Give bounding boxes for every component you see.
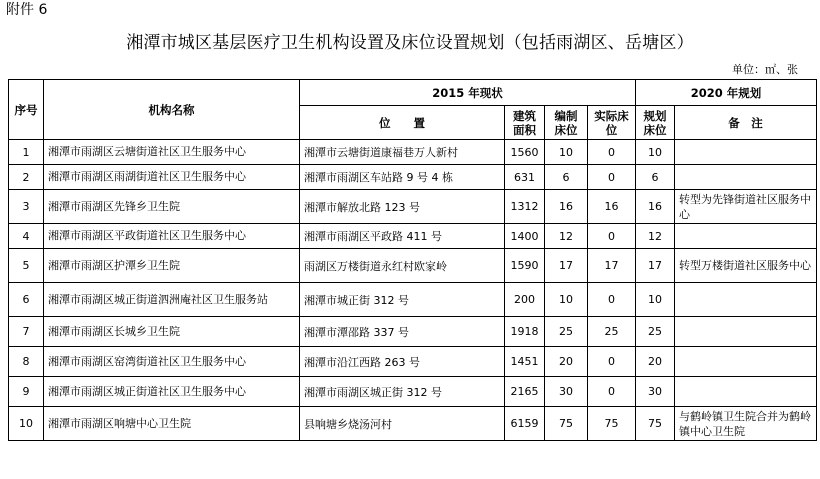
cell-location: 湘潭市解放北路 123 号 [300, 190, 505, 224]
cell-seq: 6 [9, 283, 44, 317]
cell-area: 1590 [505, 249, 545, 283]
cell-area: 2165 [505, 377, 545, 407]
document-title: 湘潭市城区基层医疗卫生机构设置及床位设置规划（包括雨湖区、岳塘区） [126, 33, 694, 53]
cell-seq: 1 [9, 140, 44, 165]
cell-area: 1918 [505, 317, 545, 347]
cell-remark [675, 317, 817, 347]
cell-location: 湘潭市雨湖区车站路 9 号 4 栋 [300, 165, 505, 190]
table-row [9, 165, 817, 190]
cell-remark [675, 283, 817, 317]
cell-name: 湘潭市雨湖区平政街道社区卫生服务中心 [44, 224, 300, 249]
table-row [9, 249, 817, 283]
cell-actual-beds: 0 [588, 224, 636, 249]
cell-name: 湘潭市雨湖区城正街道社区卫生服务中心 [44, 377, 300, 407]
cell-area: 1312 [505, 190, 545, 224]
cell-location: 县响塘乡烧汤河村 [300, 407, 505, 441]
cell-area: 1400 [505, 224, 545, 249]
cell-name: 湘潭市雨湖区护潭乡卫生院 [44, 249, 300, 283]
table-row [9, 190, 817, 224]
cell-name: 湘潭市雨湖区云塘街道社区卫生服务中心 [44, 140, 300, 165]
table-row [9, 140, 817, 165]
cell-area: 1451 [505, 347, 545, 377]
cell-planned-beds: 12 [545, 224, 588, 249]
cell-plan-beds: 17 [636, 249, 675, 283]
cell-seq: 9 [9, 377, 44, 407]
cell-plan-beds: 10 [636, 140, 675, 165]
cell-name: 湘潭市雨湖区响塘中心卫生院 [44, 407, 300, 441]
cell-location: 湘潭市城正街 312 号 [300, 283, 505, 317]
cell-actual-beds: 0 [588, 347, 636, 377]
cell-name: 湘潭市雨湖区窑湾街道社区卫生服务中心 [44, 347, 300, 377]
cell-remark: 转型万楼街道社区服务中心 [675, 249, 817, 283]
header-plan-2020: 2020 年规划 [636, 80, 817, 106]
cell-actual-beds: 17 [588, 249, 636, 283]
cell-plan-beds: 16 [636, 190, 675, 224]
cell-remark [675, 377, 817, 407]
cell-area: 200 [505, 283, 545, 317]
cell-location: 雨湖区万楼街道永红村欧家岭 [300, 249, 505, 283]
header-seq: 序号 [9, 80, 44, 140]
cell-planned-beds: 30 [545, 377, 588, 407]
cell-planned-beds: 17 [545, 249, 588, 283]
cell-name: 湘潭市雨湖区长城乡卫生院 [44, 317, 300, 347]
cell-actual-beds: 75 [588, 407, 636, 441]
cell-remark: 与鹤岭镇卫生院合并为鹤岭镇中心卫生院 [675, 407, 817, 441]
cell-planned-beds: 20 [545, 347, 588, 377]
header-area: 建筑面积 [505, 106, 545, 140]
cell-planned-beds: 10 [545, 140, 588, 165]
cell-actual-beds: 25 [588, 317, 636, 347]
cell-actual-beds: 16 [588, 190, 636, 224]
unit-label: 单位：㎡、张 [732, 63, 798, 76]
facility-table [8, 79, 817, 441]
cell-seq: 5 [9, 249, 44, 283]
cell-name: 湘潭市雨湖区雨湖街道社区卫生服务中心 [44, 165, 300, 190]
cell-plan-beds: 30 [636, 377, 675, 407]
table-row [9, 407, 817, 441]
header-name: 机构名称 [44, 80, 300, 140]
table-row [9, 283, 817, 317]
cell-plan-beds: 25 [636, 317, 675, 347]
cell-planned-beds: 6 [545, 165, 588, 190]
cell-seq: 3 [9, 190, 44, 224]
cell-planned-beds: 10 [545, 283, 588, 317]
table-row [9, 377, 817, 407]
cell-seq: 2 [9, 165, 44, 190]
cell-area: 6159 [505, 407, 545, 441]
cell-area: 631 [505, 165, 545, 190]
header-remark: 备 注 [675, 106, 817, 140]
table-row [9, 347, 817, 377]
cell-name: 湘潭市雨湖区城正街道泗洲庵社区卫生服务站 [44, 283, 300, 317]
cell-actual-beds: 0 [588, 377, 636, 407]
attachment-label: 附件 6 [6, 2, 48, 18]
header-planned-beds: 编制床位 [545, 106, 588, 140]
cell-seq: 7 [9, 317, 44, 347]
cell-remark [675, 140, 817, 165]
cell-plan-beds: 6 [636, 165, 675, 190]
cell-area: 1560 [505, 140, 545, 165]
cell-remark [675, 347, 817, 377]
cell-name: 湘潭市雨湖区先锋乡卫生院 [44, 190, 300, 224]
cell-location: 湘潭市雨湖区城正街 312 号 [300, 377, 505, 407]
cell-plan-beds: 12 [636, 224, 675, 249]
cell-location: 湘潭市雨湖区平政路 411 号 [300, 224, 505, 249]
cell-planned-beds: 16 [545, 190, 588, 224]
cell-seq: 4 [9, 224, 44, 249]
table-row [9, 317, 817, 347]
cell-actual-beds: 0 [588, 165, 636, 190]
header-actual-beds: 实际床位 [588, 106, 636, 140]
cell-planned-beds: 25 [545, 317, 588, 347]
cell-remark [675, 224, 817, 249]
cell-location: 湘潭市沿江西路 263 号 [300, 347, 505, 377]
header-plan-beds: 规划床位 [636, 106, 675, 140]
table-row [9, 224, 817, 249]
cell-remark: 转型为先锋街道社区服务中心 [675, 190, 817, 224]
cell-plan-beds: 75 [636, 407, 675, 441]
cell-plan-beds: 10 [636, 283, 675, 317]
cell-actual-beds: 0 [588, 140, 636, 165]
cell-seq: 8 [9, 347, 44, 377]
cell-actual-beds: 0 [588, 283, 636, 317]
header-status-2015: 2015 年现状 [300, 80, 636, 106]
cell-planned-beds: 75 [545, 407, 588, 441]
cell-remark [675, 165, 817, 190]
header-location: 位 置 [300, 106, 505, 140]
cell-location: 湘潭市云塘街道康福巷万人新村 [300, 140, 505, 165]
cell-plan-beds: 20 [636, 347, 675, 377]
cell-location: 湘潭市潭邵路 337 号 [300, 317, 505, 347]
cell-seq: 10 [9, 407, 44, 441]
